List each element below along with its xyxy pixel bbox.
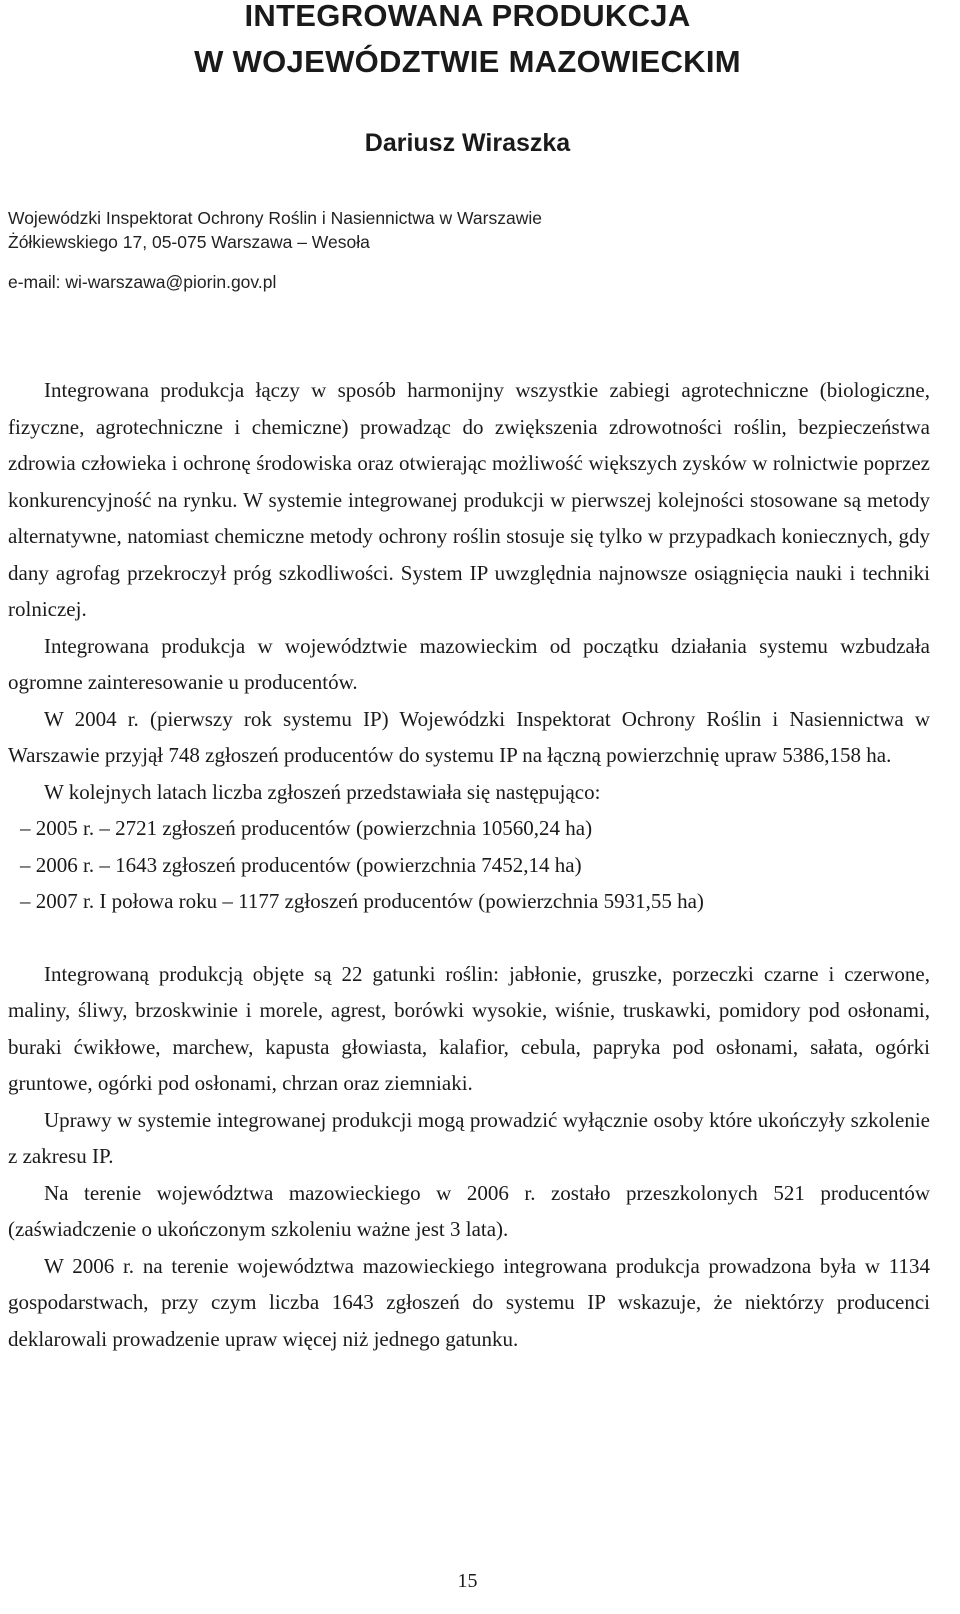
paragraph-species: Integrowaną produkcją objęte są 22 gatunki roślin: jabłonie, gruszke, porzeczki czarne i czerwone, maliny, śliwy, brzoskwinie i morele, agrest, borówki wysokie, wiśnie, truskawki, pomidory pod osłonami, buraki ćwikłowe, marchew, kapusta głowiasta, kalafior, cebula, papryka pod osłonami, sałata, ogórki gruntowe, ogórki pod osłonami, chrzan oraz ziemniaki. [8,961,930,1095]
list-item: – 2006 r. – 1643 zgłoszeń producentów (powierzchnia 7452,14 ha) [20,852,582,877]
title-line-2: W WOJEWÓDZTWIE MAZOWIECKIM [194,44,741,79]
affiliation-institution: Wojewódzki Inspektorat Ochrony Roślin i Nasiennictwa w Warszawie [8,208,542,228]
list-item: – 2007 r. I połowa roku – 1177 zgłoszeń producentów (powierzchnia 5931,55 ha) [20,889,704,913]
paragraph-intro: Integrowana produkcja łączy w sposób harmonijny wszystkie zabiegi agrotechniczne (biologiczne, fizyczne, agrotechniczne i chemiczne) prowadząc do zwiększenia zdrowotności roślin, bezpieczeństwa zdrowia człowieka i ochronę środowiska oraz otwierając możliwość większych zysków w rolnictwie poprzez konkurencyjność na rynku. W systemie integrowanej produkcji w pierwszej kolejności stosowane są metody alternatywne, natomiast chemiczne metody ochrony roślin stosuje się tylko w przypadkach koniecznych, gdy dany agrofag przekroczył próg szkodliwości. System IP uwzględnia najnowsze osiągnięcia nauki i techniki rolniczej. [8,378,930,621]
page-number: 15 [457,1570,478,1592]
affiliation-address: Żółkiewskiego 17, 05-075 Warszawa – Wesoła [8,232,370,252]
paragraph-trained-producers: Na terenie województwa mazowieckiego w 2006 r. zostało przeszkolonych 521 producentów (zaświadczenie o ukończonym szkoleniu ważne jest 3 lata). [8,1180,930,1241]
paragraph-interest: Integrowana produkcja w województwie mazowieckim od początku działania systemu wzbudzała ogromne zainteresowanie u producentów. [8,633,930,694]
affiliation-email: e-mail: wi-warszawa@piorin.gov.pl [8,272,277,292]
list-item: – 2005 r. – 2721 zgłoszeń producentów (powierzchnia 10560,24 ha) [20,816,593,840]
paragraph-farms-2006: W 2006 r. na terenie województwa mazowieckiego integrowana produkcja prowadzona była w 1134 gospodarstwach, przy czym liczba 1643 zgłoszeń do systemu IP wskazuje, że niektórzy producenci deklarowali prowadzenie upraw więcej niż jednego gatunku. [8,1253,930,1351]
article-body [8,372,930,1357]
paragraph-following-years: W kolejnych latach liczba zgłoszeń przedstawiała się następująco: [44,779,601,804]
section-gap [8,920,930,956]
author-name: Dariusz Wiraszka [364,129,571,157]
title-line-1: INTEGROWANA PRODUKCJA [244,0,691,33]
paragraph-training-requirement: Uprawy w systemie integrowanej produkcji mogą prowadzić wyłącznie osoby które ukończyły szkolenie z zakresu IP. [8,1107,930,1168]
paragraph-2004: W 2004 r. (pierwszy rok systemu IP) Wojewódzki Inspektorat Ochrony Roślin i Nasiennictwa w Warszawie przyjął 748 zgłoszeń producentów do systemu IP na łączną powierzchnię upraw 5386,158 ha. [8,706,930,767]
